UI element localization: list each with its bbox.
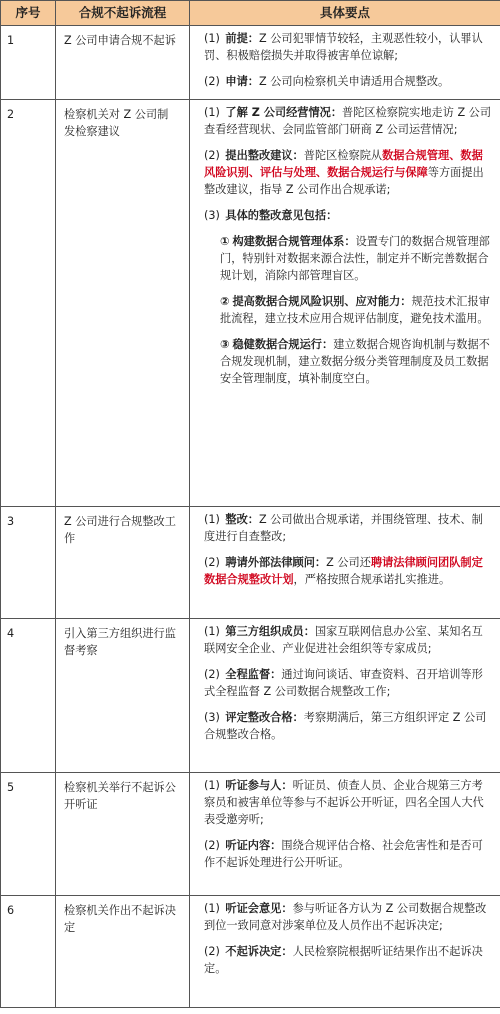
row-details: [190, 100, 500, 507]
row-process: Z 公司申请合规不起诉: [56, 26, 190, 100]
item-number: (2): [204, 839, 220, 852]
table-row: [1, 619, 500, 773]
header-detail: 具体要点: [190, 1, 500, 26]
row-number: 4: [1, 619, 56, 773]
item-title: 申请：: [225, 75, 259, 88]
item-text-pre: Z 公司还: [326, 556, 371, 569]
detail-item: [204, 554, 492, 588]
detail-item: [204, 623, 492, 657]
detail-item: [204, 511, 492, 545]
row-process: 引入第三方组织进行监督考察: [56, 619, 190, 773]
item-text: 通过询问谈话、审查资料、召开培训等形式全程监督 Z 公司数据合规整改工作;: [204, 668, 483, 698]
item-title: 具体的整改意见包括：: [225, 209, 338, 222]
item-number: (2): [204, 556, 220, 569]
detail-item: [204, 73, 492, 90]
header-no: 序号: [1, 1, 56, 26]
item-title: 评定整改合格：: [225, 711, 304, 724]
subitem-title: 提高数据合规风险识别、应对能力：: [232, 295, 412, 308]
table-row: [1, 507, 500, 619]
detail-subitem: [220, 233, 492, 284]
item-number: (1): [204, 106, 220, 119]
item-number: (1): [204, 513, 220, 526]
detail-item: [204, 666, 492, 700]
subitem-title: 构建数据合规管理体系：: [232, 235, 356, 248]
subitem-text: 规范技术汇报审批流程，建立技术应用合规评估制度，避免技术滥用。: [220, 295, 490, 325]
detail-item: [204, 777, 492, 828]
table-row: [1, 773, 500, 896]
table-header-row: [1, 1, 500, 26]
item-title: 全程监督：: [225, 668, 282, 681]
row-process: 检察机关举行不起诉公开听证: [56, 773, 190, 896]
row-number: 6: [1, 896, 56, 1008]
item-number: (1): [204, 32, 220, 45]
item-text: Z 公司做出合规承诺，并围绕管理、技术、制度进行自查整改;: [204, 513, 483, 543]
item-text-pre: 普陀区检察院从: [303, 149, 383, 162]
subitem-mark: ③: [220, 338, 230, 351]
detail-subitem: [220, 336, 492, 387]
item-text: 听证员、侦查人员、企业合规第三方考察员和被害单位等参与不起诉公开听证，四名全国人大代表受邀旁听;: [204, 779, 484, 826]
item-highlight: 聘请法律顾问团队制定数据合规整改计划: [204, 556, 483, 586]
item-title: 第三方组织成员：: [225, 625, 315, 638]
item-number: (3): [204, 711, 220, 724]
row-details: [190, 26, 500, 100]
row-process: 检察机关对 Z 公司制发检察建议: [56, 100, 190, 507]
table-row: [1, 26, 500, 100]
item-text-post: ，严格按照合规承诺扎实推进。: [293, 573, 451, 586]
subitem-mark: ②: [220, 295, 230, 308]
row-details: [190, 773, 500, 896]
item-title: 了解 Z 公司经营情况：: [225, 106, 343, 119]
row-process: Z 公司进行合规整改工作: [56, 507, 190, 619]
item-text-post: 等方面提出整改建议，指导 Z 公司作出合规承诺;: [204, 166, 484, 196]
detail-item: [204, 900, 492, 934]
item-text: Z 公司犯罪情节较轻，主观恶性较小，认罪认罚、积极赔偿损失并取得被害单位谅解;: [204, 32, 483, 62]
detail-item: [204, 30, 492, 64]
header-process: 合规不起诉流程: [56, 1, 190, 26]
row-details: [190, 896, 500, 1008]
item-title: 听证会意见：: [225, 902, 293, 915]
detail-item: [204, 837, 492, 871]
detail-item: [204, 147, 492, 198]
item-number: (2): [204, 945, 220, 958]
subitem-mark: ①: [220, 235, 230, 248]
row-number: 5: [1, 773, 56, 896]
item-number: (2): [204, 149, 220, 162]
item-text: 国家互联网信息办公室、某知名互联网安全企业、产业促进社会组织等专家成员;: [204, 625, 483, 655]
detail-subitem: [220, 293, 492, 327]
item-number: (3): [204, 209, 220, 222]
item-highlight: 数据合规管理、数据风险识别、评估与处理、数据合规运行与保障: [204, 149, 483, 179]
item-title: 整改：: [225, 513, 259, 526]
row-details: [190, 619, 500, 773]
item-number: (1): [204, 779, 220, 792]
row-details: [190, 507, 500, 619]
item-number: (1): [204, 625, 220, 638]
item-text: 普陀区检察院实地走访 Z 公司查看经营现状、会同监管部门研商 Z 公司运营情况;: [204, 106, 492, 136]
row-number: 3: [1, 507, 56, 619]
subitem-title: 稳健数据合规运行：: [232, 338, 334, 351]
subitem-text: 设置专门的数据合规管理部门，特别针对数据来源合法性，制定并不断完善数据合规计划，消除内部管理盲区。: [220, 235, 490, 282]
item-title: 提出整改建议：: [225, 149, 304, 162]
item-number: (1): [204, 902, 220, 915]
table-row: [1, 100, 500, 507]
detail-item: [204, 104, 492, 138]
item-text: 围绕合规评估合格、社会危害性和是否可作不起诉处理进行公开听证。: [204, 839, 483, 869]
item-title: 听证参与人：: [225, 779, 293, 792]
item-number: (2): [204, 75, 220, 88]
item-text: 参与听证各方认为 Z 公司数据合规整改到位一致同意对涉案单位及人员作出不起诉决定;: [204, 902, 487, 932]
item-title: 听证内容：: [225, 839, 282, 852]
item-text: 人民检察院根据听证结果作出不起诉决定。: [204, 945, 483, 975]
row-process: 检察机关作出不起诉决定: [56, 896, 190, 1008]
table-row: [1, 896, 500, 1008]
item-number: (2): [204, 668, 220, 681]
subitem-text: 建立数据合规咨询机制与数据不合规发现机制，建立数据分级分类管理制度及员工数据安全管理制度，填补制度空白。: [220, 338, 490, 385]
item-title: 前提：: [225, 32, 259, 45]
detail-item: [204, 943, 492, 977]
detail-item: [204, 207, 492, 224]
row-number: 1: [1, 26, 56, 100]
row-number: 2: [1, 100, 56, 507]
detail-item: [204, 709, 492, 743]
item-title: 聘请外部法律顾问：: [225, 556, 327, 569]
item-text: 考察期满后，第三方组织评定 Z 公司合规整改合格。: [204, 711, 487, 741]
item-title: 不起诉决定：: [225, 945, 293, 958]
item-text: Z 公司向检察机关申请适用合规整改。: [259, 75, 450, 88]
